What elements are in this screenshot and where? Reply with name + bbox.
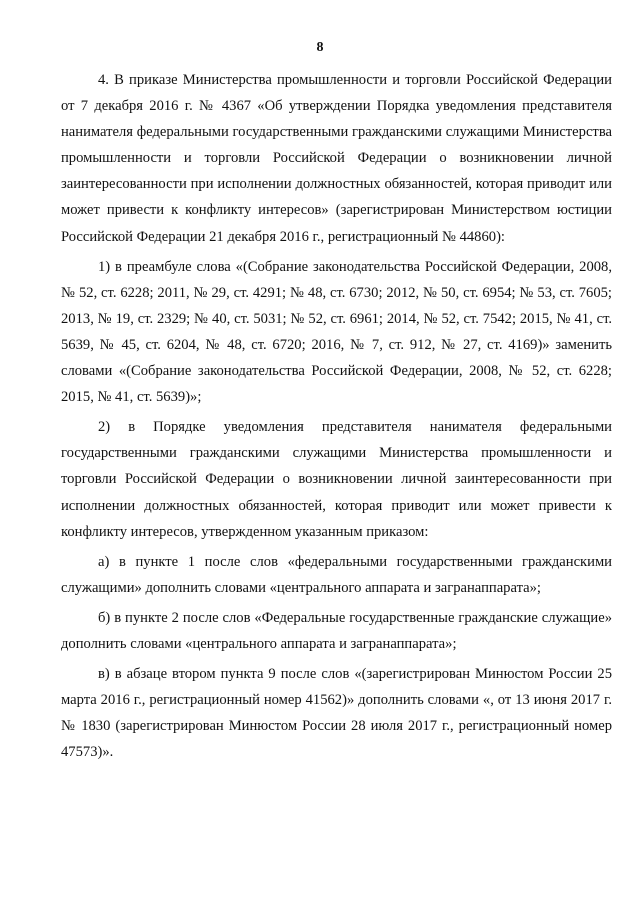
paragraph-subitem-v: в) в абзаце втором пункта 9 после слов «(зарегистрирован Минюстом России 25 марта 2016 г., регистрационный номер 41562)» дополнить словами «, от 13 июня 2017 г. № 1830 (зарегистрирован Минюстом России 28 июля 2017 г., регистрационный номер 47573)». (61, 666, 612, 761)
paragraph-subitem-b: б) в пункте 2 после слов «Федеральные государственные гражданские служащие» дополнить словами «центрального аппарата и загранаппарата»; (61, 609, 612, 652)
paragraph-subitem-1: 1) в преамбуле слова «(Собрание законодательства Российской Федерации, 2008, № 52, ст. 6228; 2011, № 29, ст. 4291; № 48, ст. 6730; 2012, № 50, ст. 6954; № 53, ст. 7605; 2013, № 19, ст. 2329; № 40, ст. 5031; № 52, ст. 6961; 2014, № 52, ст. 7542; 2015, № 41, ст. 5639, № 45, ст. 6204, № 48, ст. 6720; 2016, № 7, ст. 912, № 27, ст. 4169)» заменить словами «(Собрание законодательства Российской Федерации, 2008, № 52, ст. 6228; 2015, № 41, ст. 5639)»; (61, 258, 612, 406)
paragraph-item-4: 4. В приказе Министерства промышленности и торговли Российской Федерации от 7 декабря 2016 г. № 4367 «Об утверждении Порядка уведомления представителя нанимателя федеральными государственными гражданскими служащими Министерства промышленности и торговли Российской Федерации о возникновении личной заинтересованности при исполнении должностных обязанностей, которая приводит или может привести к конфликту интересов» (зарегистрирован Министерством юстиции Российской Федерации 21 декабря 2016 г., регистрационный № 44860): (61, 72, 612, 245)
page-number: 8 (316, 40, 324, 55)
paragraph-subitem-2: 2) в Порядке уведомления представителя нанимателя федеральными государственными гражданскими служащими Министерства промышленности и торговли Российской Федерации о возникновении личной заинтересованности при исполнении должностных обязанностей, которая приводит или может привести к конфликту интересов, утвержденном указанным приказом: (61, 419, 612, 540)
paragraph-subitem-a: а) в пункте 1 после слов «федеральными государственными гражданскими служащими» дополнить словами «центрального аппарата и загранаппарата»; (61, 553, 612, 596)
document-body (61, 67, 612, 765)
